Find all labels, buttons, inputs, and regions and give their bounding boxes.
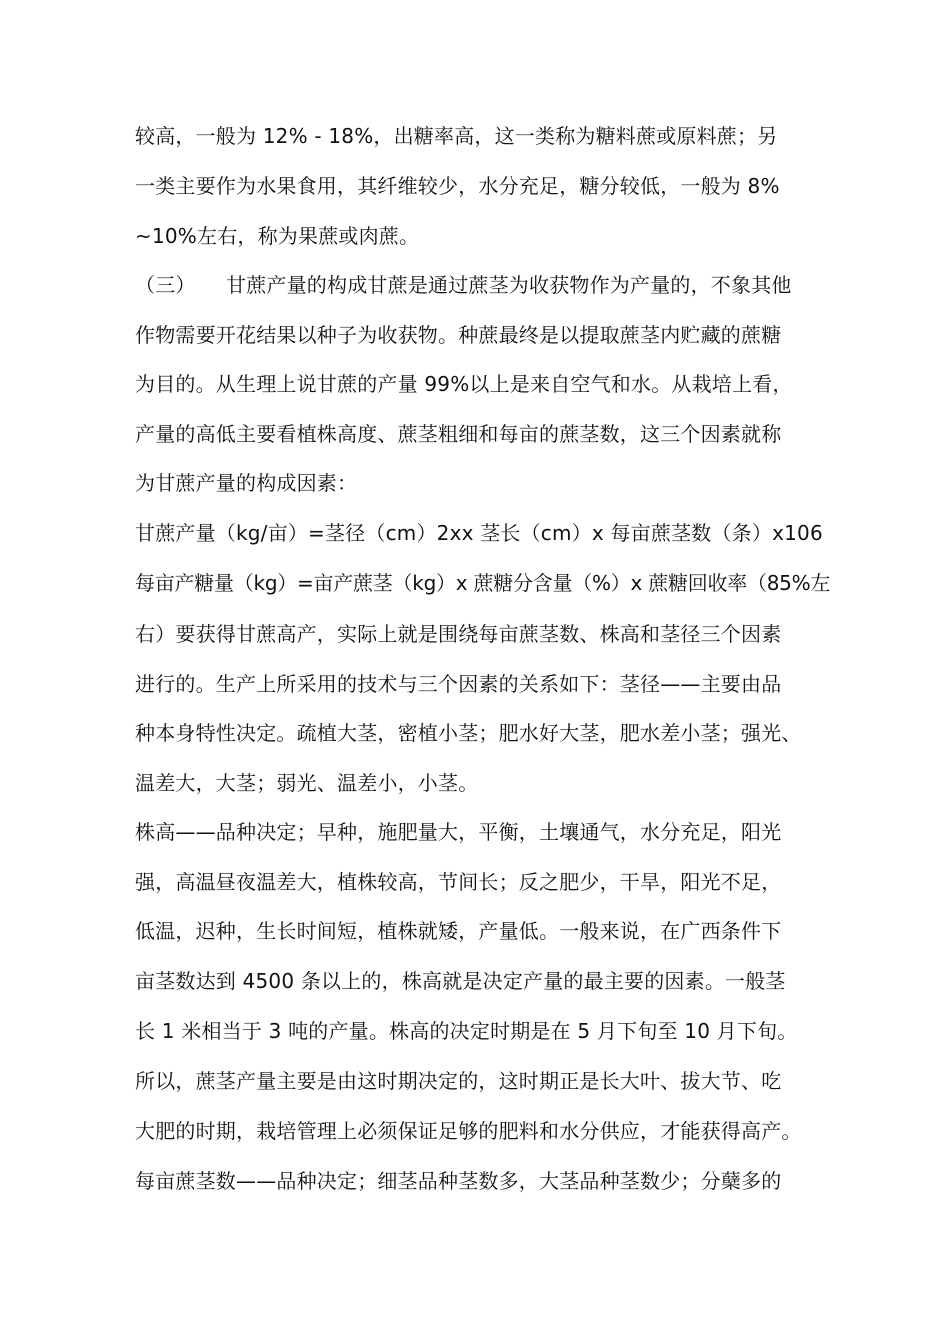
text-line: ~10%左右，称为果蔗或肉蔗。 [135,224,420,248]
text-line: 大肥的时期，栽培管理上必须保证足够的肥料和水分供应，才能获得高产。 [135,1119,802,1143]
text-line: 所以，蔗茎产量主要是由这时期决定的，这时期正是长大叶、拔大节、吃 [135,1069,782,1093]
text-line: 种本身特性决定。疏植大茎，密植小茎；肥水好大茎，肥水差小茎；强光、 [135,721,802,745]
text-line: 为甘蔗产量的构成因素： [135,471,358,495]
text-line: 为目的。从生理上说甘蔗的产量 99%以上是来自空气和水。从栽培上看， [135,372,793,396]
text-line: 作物需要开花结果以种子为收获物。种蔗最终是以提取蔗茎内贮藏的蔗糖 [135,323,782,347]
text-line: 亩茎数达到 4500 条以上的，株高就是决定产量的最主要的因素。一般茎 [135,969,786,993]
text-line: 右）要获得甘蔗高产，实际上就是围绕每亩蔗茎数、株高和茎径三个因素 [135,622,782,646]
text-line: 每亩蔗茎数——品种决定；细茎品种茎数多，大茎品种茎数少；分蘖多的 [135,1169,782,1193]
text-line: 进行的。生产上所采用的技术与三个因素的关系如下：茎径——主要由品 [135,672,782,696]
text-line: （三） 甘蔗产量的构成甘蔗是通过蔗茎为收获物作为产量的，不象其他 [135,273,792,297]
text-line: 甘蔗产量（kg/亩）=茎径（cm）2xx 茎长（cm）x 每亩蔗茎数（条）x106 [135,521,823,545]
text-line: 强，高温昼夜温差大，植株较高，节间长；反之肥少，干旱，阳光不足， [135,870,782,894]
text-line: 温差大，大茎；弱光、温差小，小茎。 [135,771,479,795]
text-line: 长 1 米相当于 3 吨的产量。株高的决定时期是在 5 月下旬至 10 月下旬。 [135,1019,798,1043]
text-line: 株高——品种决定；早种，施肥量大，平衡，土壤通气，水分充足，阳光 [135,820,782,844]
text-line: 每亩产糖量（kg）=亩产蔗茎（kg）x 蔗糖分含量（%）x 蔗糖回收率（85%左 [135,571,831,595]
text-line: 低温，迟种，生长时间短，植株就矮，产量低。一般来说，在广西条件下 [135,919,782,943]
text-line: 较高，一般为 12% - 18%，出糖率高，这一类称为糖料蔗或原料蔗；另 [135,124,778,148]
text-line: 一类主要作为水果食用，其纤维较少，水分充足，糖分较低，一般为 8% [135,174,780,198]
text-line: 产量的高低主要看植株高度、蔗茎粗细和每亩的蔗茎数，这三个因素就称 [135,422,782,446]
